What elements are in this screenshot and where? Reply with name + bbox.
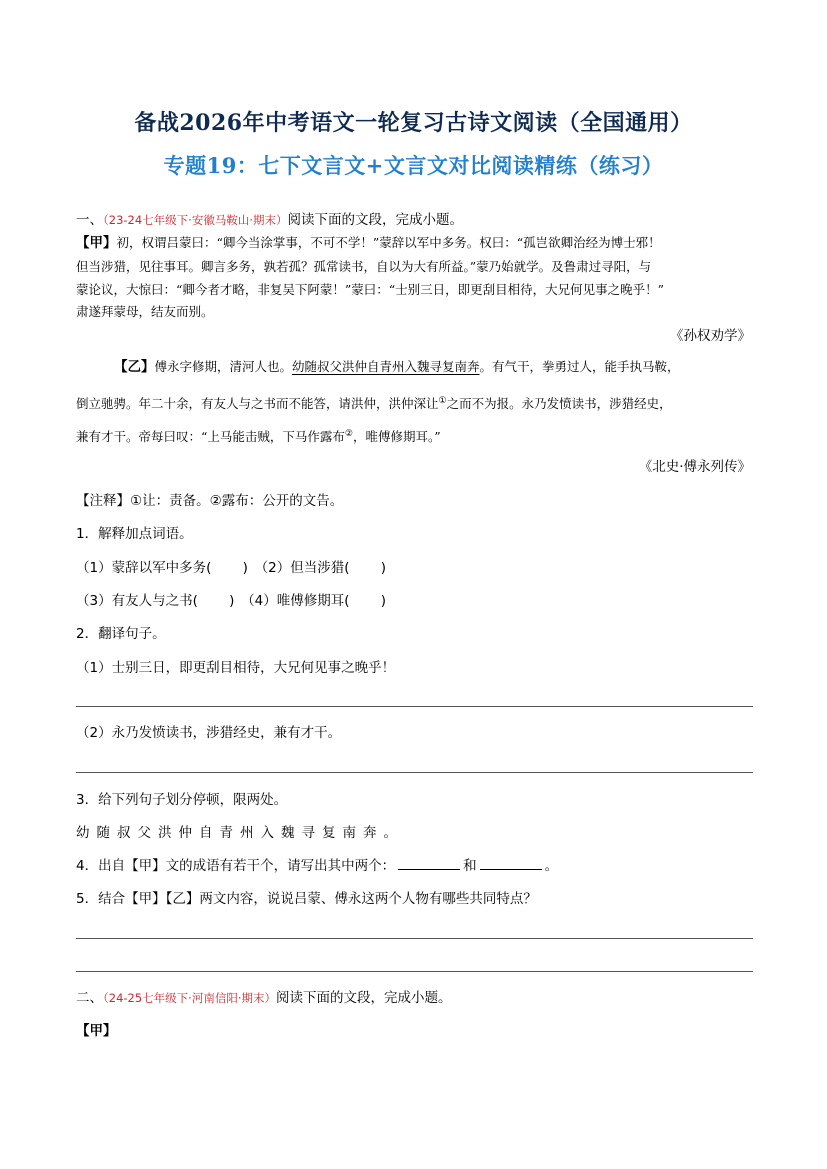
passage-a-line-2: 但当涉猎，见往事耳。卿言多务，孰若孤？孤常读书，自以为大有所益。”蒙乃始就学。及鲁肃过寻阳，与 <box>76 259 652 274</box>
section1-heading <box>76 211 463 229</box>
section1-instruction: 阅读下面的文段，完成小题。 <box>287 212 463 228</box>
passage-a-line-1 <box>76 234 661 252</box>
q2-item-1: （1）士别三日，即更刮目相待，大兄何见事之晚乎！ <box>76 660 396 676</box>
passage-b-text-3b: ，唯傅修期耳。” <box>352 429 441 445</box>
passage-a-text-1: 初，权谓吕蒙曰：“卿今当涂掌事，不可不学！”蒙辞以军中多务。权曰：“孤岂欲卿治经为博士邪！ <box>116 235 661 250</box>
passage-b-text-2b: 之而不为报。永乃发愤读书，涉猎经史， <box>446 396 672 412</box>
section2-heading <box>76 989 451 1007</box>
passage-b-line-3 <box>76 425 441 446</box>
passage-b-label: 【乙】 <box>114 359 155 375</box>
passage-a-line-4: 肃遂拜蒙母，结友而别。 <box>76 304 214 319</box>
q2-title: 2．翻译句子。 <box>76 626 166 642</box>
title-line-2: 专题19：七下文言文+文言文对比阅读精练（练习） <box>163 153 664 178</box>
q1-row-2: （3）有友人与之书( ) （4）唯傅修期耳( ) <box>76 593 387 609</box>
passage-a-line-3: 蒙论议，大惊曰：“卿今者才略，非复吴下阿蒙！”蒙曰：“士别三日，即更刮目相待，大兄何见事之晚乎！” <box>76 282 665 297</box>
q4-blank-2[interactable] <box>480 857 542 870</box>
passage-b-text-3a: 兼有才干。帝每曰叹：“上马能击贼，下马作露布 <box>76 429 345 445</box>
q4-and: 和 <box>463 858 477 874</box>
q1-row-1: （1）蒙辞以军中多务( ) （2）但当涉猎( ) <box>76 560 387 576</box>
q4 <box>76 857 558 875</box>
q3-sentence: 幼随叔父洪仲自青州入魏寻复南奔。 <box>76 825 404 841</box>
passage-a-source: 《孙权劝学》 <box>670 328 751 344</box>
q4-text: 4．出自【甲】文的成语有若干个，请写出其中两个： <box>76 858 396 874</box>
q4-end: 。 <box>544 858 559 874</box>
notes: 【注释】①让：责备。②露布：公开的文告。 <box>76 493 344 509</box>
section2-instruction: 阅读下面的文段，完成小题。 <box>275 990 452 1006</box>
q4-blank-1[interactable] <box>398 857 460 870</box>
passage-b-line-1 <box>114 358 680 376</box>
section1-prefix: 一、 <box>76 212 103 228</box>
section2-prefix: 二、 <box>76 990 103 1006</box>
q1-title: 1．解释加点词语。 <box>76 526 193 542</box>
q5: 5．结合【甲】【乙】两文内容，说说吕蒙、傅永这两个人物有哪些共同特点？ <box>76 891 537 907</box>
section2-source: （24-25七年级下·河南信阳·期末） <box>103 991 276 1005</box>
q3-title: 3．给下列句子划分停顿，限两处。 <box>76 792 288 808</box>
footnote-marker-2: ② <box>344 429 353 439</box>
q2-item-2: （2）永乃发愤读书，涉猎经史，兼有才干。 <box>76 725 342 741</box>
underlined-sentence: 幼随叔父洪仲自青州入魏寻复南奔 <box>292 359 480 374</box>
footnote-marker-1: ① <box>438 396 447 406</box>
answer-line-1[interactable] <box>76 706 753 707</box>
passage-b-text-2a: 倒立驰骋。年二十余，有友人与之书而不能答，请洪仲，洪仲深让 <box>76 396 439 412</box>
passage-b-text-1a: 傅永字修期，清河人也。 <box>154 359 293 374</box>
passage-a-label: 【甲】 <box>76 235 117 251</box>
title-line-1: 备战2026年中考语文一轮复习古诗文阅读（全国通用） <box>134 110 693 136</box>
passage-b-text-1b: 。有气干，拳勇过人，能手执马鞍， <box>479 359 680 374</box>
answer-line-2[interactable] <box>76 772 753 773</box>
passage-b-source: 《北史·傅永列传》 <box>638 459 751 475</box>
answer-line-3[interactable] <box>76 938 753 939</box>
passage-b-line-2 <box>76 392 672 413</box>
answer-line-4[interactable] <box>76 971 753 972</box>
section1-source: （23-24七年级下·安徽马鞍山·期末） <box>103 213 288 227</box>
section2-label: 【甲】 <box>76 1023 117 1039</box>
